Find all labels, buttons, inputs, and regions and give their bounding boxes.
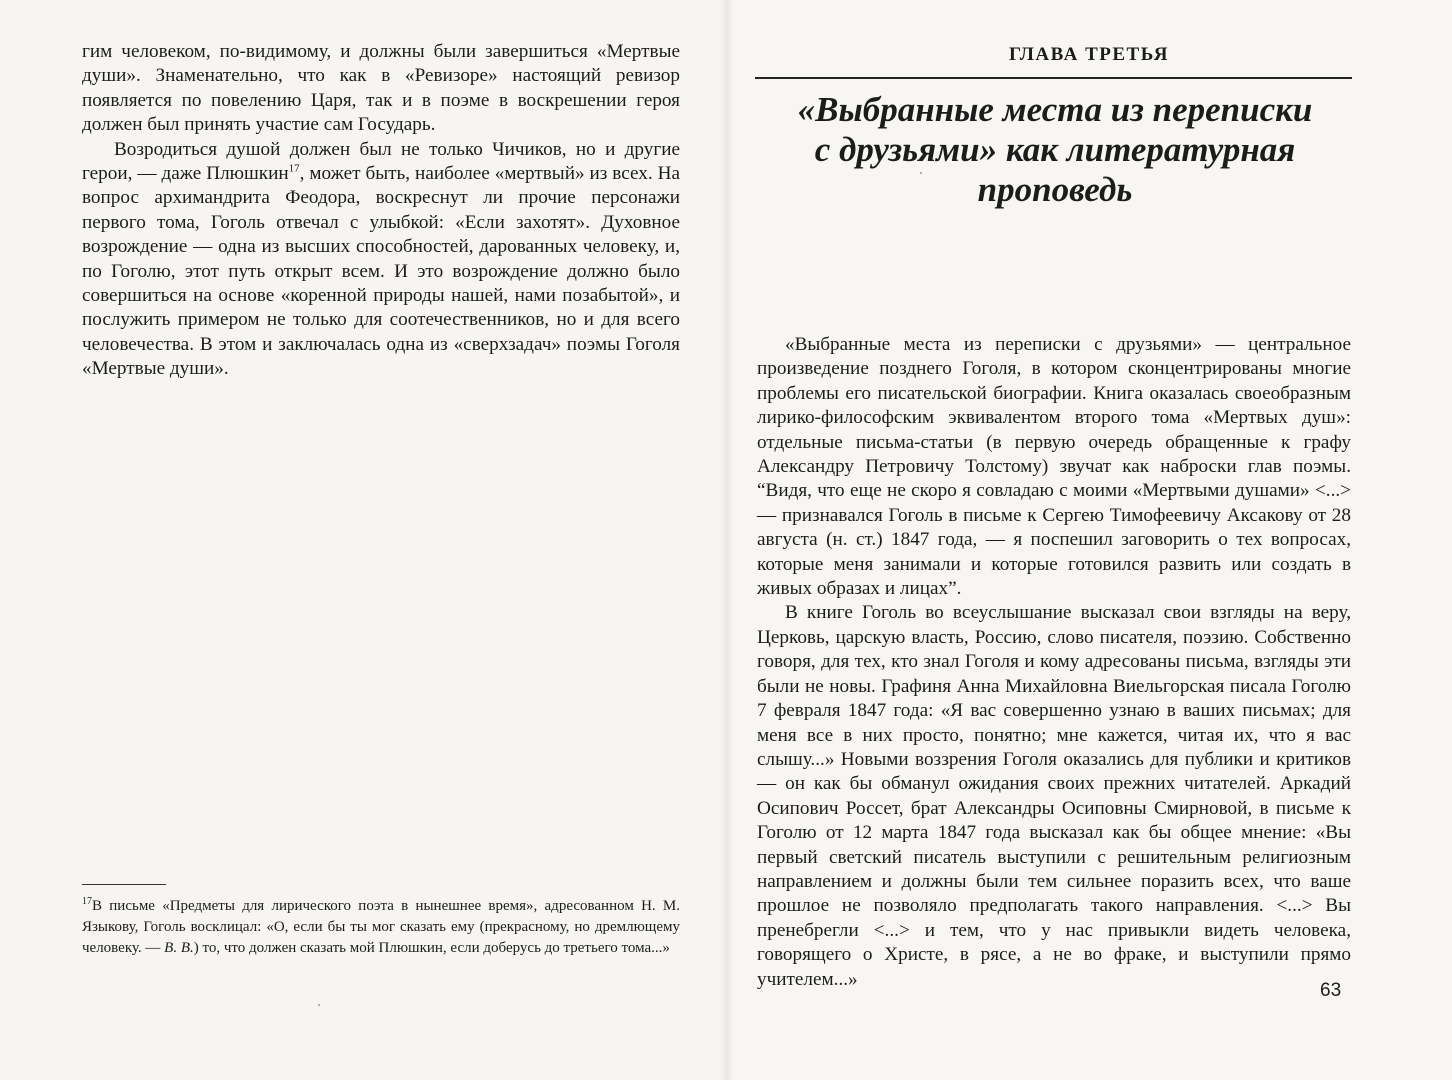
paragraph: «Выбранные места из переписки с друзьями» — центральное произведение позднего Гоголя, в котором сконцентрированы многие проблемы его писательской биографии. Книга оказалась своеобразным лирико-философским эквивалентом второго тома «Мертвых душ»: отдельные письма-статьи (в первую очередь обращенные к графу Александру Петровичу Толстому) звучат как наброски глав поэмы. “Видя, что еще не скоро я совладаю с моими «Мертвыми душами» <...> — признавался Гоголь в письме к Сергею Тимофеевичу Аксакову от 28 августа (н. ст.) 1847 года, — я поспешил заговорить о тех вопросах, которые меня занимали и которые готовился развить или создать в живых образах и лицах”. <box>757 334 1351 600</box>
paragraph <box>82 138 680 382</box>
paper-speck <box>920 172 922 174</box>
chapter-title-line: «Выбранные места из переписки <box>797 90 1313 129</box>
chapter-title-line: проповедь <box>977 170 1133 209</box>
paragraph: В книге Гоголь во всеуслышание высказал свои взгляды на веру, Церковь, царскую власть, Россию, слово писателя, поэзию. Собственно говоря, для тех, кто знал Гоголя и кому адресованы письма, взгляды эти были не новы. Графиня Анна Михайловна Виельгорская писала Гоголю 7 февраля 1847 года: «Я вас совершенно узнаю в ваших письмах; для меня все в них просто, понятно; мне кажется, читая их, что я вас слышу...» Новыми воззрения Гоголя оказались для публики и критиков — он как бы обманул ожидания своих прежних читателей. Аркадий Осипович Россет, брат Александры Осиповны Смирновой, в письме к Гоголю от 12 марта 1847 года высказал как бы общее мнение: «Вы первый светский писатель выступили с решительным религиозным направлением и должны были тем сильнее поразить всех, что ваше прошлое не позволяло предполагать такого направления. <...> Вы пренебрегли <...> и тем, что у нас привыкли видеть человека, говорящего о Христе, в рясе, а не во фраке, и выступили прямо учителем...» <box>757 602 1351 990</box>
chapter-rule <box>755 77 1352 79</box>
footnote-text: В письме «Предметы для лирического поэта в нынешнее время», адресованном Н. М. Языкову, Гоголь восклицал: «О, если бы ты мог сказать ему (прекрасному, но дремлющему человеку. — <box>82 898 680 956</box>
chapter-title <box>740 90 1370 210</box>
footnote <box>82 896 680 959</box>
chapter-title-line: с друзьями» как литературная <box>814 130 1296 169</box>
paragraph-text: Возродиться душой должен был не только Чичиков, но и другие герои, — даже Плюшкин <box>82 138 680 185</box>
footnote-number: 17 <box>82 896 92 907</box>
paragraph-text: гим человеком, по-видимому, и должны были завершиться «Мертвые души». Знаменательно, что как в «Ревизоре» настоящий ревизор появляется по повелению Царя, так и в поэме в воскрешении героя должен был принять участие сам Государь. <box>82 41 680 136</box>
paragraph-text: , может быть, наиболее «мертвый» из всех. На вопрос архимандрита Феодора, воскреснут ли прочие персонажи первого тома, Гоголь отвечал с улыбкой: «Если захотят». Духовное возрождение — одна из высших способностей, дарованных человеку, и, по Гоголю, этот путь открыт всем. И это возрождение должно было совершиться на основе «коренной природы нашей, нами позабытой», и послужить примером не только для соотечественников, но и для всего человечества. В этом и заключалась одна из «сверхзадач» поэмы Гоголя «Мертвые души». <box>82 163 680 380</box>
paragraph <box>82 40 680 138</box>
footnote-reference[interactable]: 17 <box>288 162 300 175</box>
page-gutter <box>720 0 734 1080</box>
footnote-text: ) то, что должен сказать мой Плюшкин, если доберусь до третьего тома...» <box>193 940 670 956</box>
chapter-label: ГЛАВА ТРЕТЬЯ <box>1009 44 1169 65</box>
footnote-divider <box>82 884 166 885</box>
paper-speck <box>318 1004 320 1006</box>
footnote-initials: В. В. <box>164 940 194 956</box>
right-page-body <box>757 333 1351 992</box>
left-page-body <box>82 40 680 382</box>
page-number: 63 <box>1320 980 1342 1001</box>
